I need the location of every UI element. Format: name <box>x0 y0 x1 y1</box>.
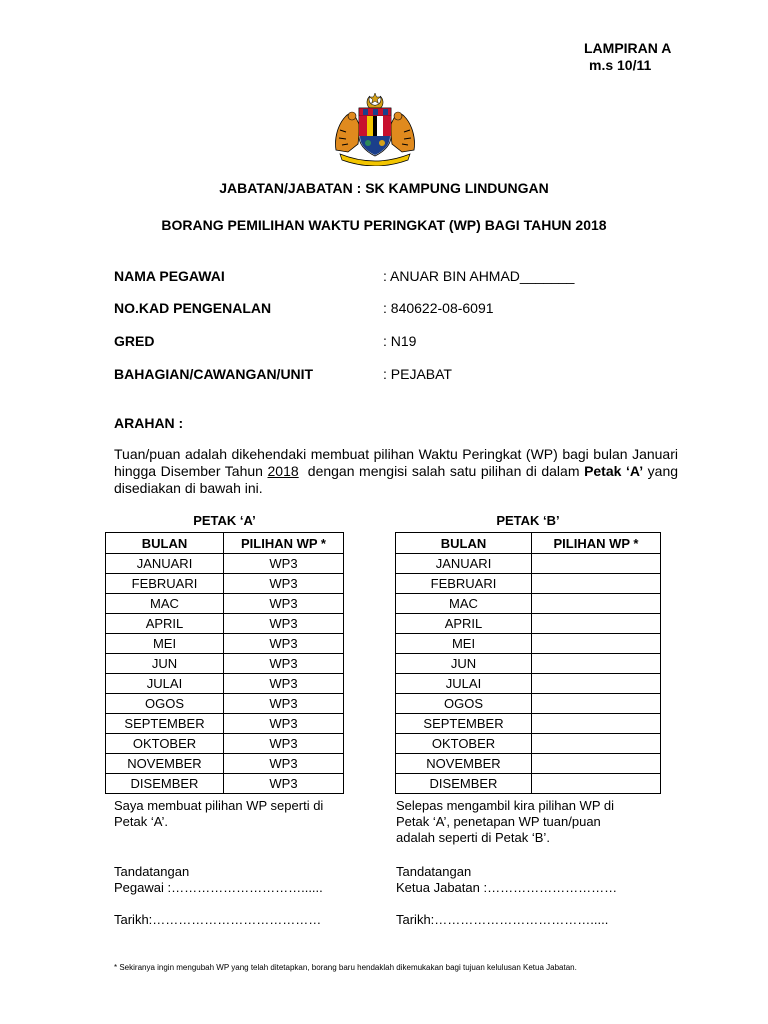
instructions-heading: ARAHAN : <box>114 415 184 431</box>
table-a-choice-cell: WP3 <box>224 754 344 774</box>
table-b-month-cell: JANUARI <box>396 554 532 574</box>
officer-signature-label: Tandatangan <box>114 864 190 879</box>
appendix-label <box>584 40 671 74</box>
table-a-row <box>106 634 344 654</box>
table-a-month-cell: JULAI <box>106 674 224 694</box>
field-value-grade: : N19 <box>383 333 417 349</box>
table-b-choice-cell[interactable] <box>532 674 661 694</box>
table-a-month-cell: NOVEMBER <box>106 754 224 774</box>
table-b-header-month: BULAN <box>396 533 532 554</box>
table-b-choice-cell[interactable] <box>532 554 661 574</box>
table-a-choice-cell: WP3 <box>224 614 344 634</box>
instructions-part-3: yang disediakan di bawah ini. <box>114 463 679 496</box>
instructions-part-2: dengan mengisi salah satu pilihan di dalam <box>307 463 580 479</box>
table-a-choice-cell: WP3 <box>224 654 344 674</box>
table-b-choice-cell[interactable] <box>532 574 661 594</box>
table-b-choice-cell[interactable] <box>532 754 661 774</box>
instructions-text <box>114 446 678 497</box>
table-b-row <box>396 694 661 714</box>
table-b-month-cell: OGOS <box>396 694 532 714</box>
table-b-month-cell: JUN <box>396 654 532 674</box>
table-b-month-cell: JULAI <box>396 674 532 694</box>
table-a-caption: PETAK ‘A’ <box>193 513 256 528</box>
table-b-choice-cell[interactable] <box>532 734 661 754</box>
table-a-row <box>106 674 344 694</box>
table-a-row <box>106 734 344 754</box>
head-signature-line: Ketua Jabatan :………………………… <box>396 880 618 895</box>
table-b-month-cell: OKTOBER <box>396 734 532 754</box>
table-b-header-row <box>396 533 661 554</box>
coat-of-arms-logo <box>330 90 420 166</box>
form-title: BORANG PEMILIHAN WAKTU PERINGKAT (WP) BAGI TAHUN 2018 <box>161 217 607 233</box>
table-a-row <box>106 714 344 734</box>
page-reference: m.s 10/11 <box>589 57 652 73</box>
table-a-row <box>106 554 344 574</box>
table-b-choice-cell[interactable] <box>532 774 661 794</box>
table-b-choice-cell[interactable] <box>532 714 661 734</box>
officer-signature-block <box>114 864 323 896</box>
table-b-row <box>396 614 661 634</box>
table-a-month-cell: OGOS <box>106 694 224 714</box>
field-label-grade: GRED <box>114 333 155 349</box>
field-value-name <box>383 268 574 284</box>
table-b-month-cell: SEPTEMBER <box>396 714 532 734</box>
table-a-choice-cell: WP3 <box>224 774 344 794</box>
table-a-row <box>106 594 344 614</box>
head-signature-block <box>396 864 617 896</box>
appendix-title: LAMPIRAN A <box>584 40 672 56</box>
table-b-row <box>396 574 661 594</box>
table-a-row <box>106 614 344 634</box>
table-b-choice-cell[interactable] <box>532 634 661 654</box>
table-a-choice-cell: WP3 <box>224 554 344 574</box>
table-a-month-cell: JUN <box>106 654 224 674</box>
field-label-unit: BAHAGIAN/CAWANGAN/UNIT <box>114 366 314 382</box>
instructions-year: 2018 <box>267 463 299 479</box>
table-a-month-cell: MAC <box>106 594 224 614</box>
table-b-choice-cell[interactable] <box>532 694 661 714</box>
officer-signature-line: Pegawai :…………………………...... <box>114 880 323 895</box>
field-label-ic: NO.KAD PENGENALAN <box>114 300 272 316</box>
table-a-choice-cell: WP3 <box>224 694 344 714</box>
table-b-month-cell: DISEMBER <box>396 774 532 794</box>
table-a-month-cell: APRIL <box>106 614 224 634</box>
table-b-header-choice: PILIHAN WP * <box>532 533 661 554</box>
table-a-row <box>106 694 344 714</box>
field-label-name: NAMA PEGAWAI <box>114 268 225 284</box>
table-b-row <box>396 674 661 694</box>
table-a-header-month: BULAN <box>106 533 224 554</box>
table-a-month-cell: JANUARI <box>106 554 224 574</box>
officer-name: : ANUAR BIN AHMAD <box>383 268 520 284</box>
table-a-month-cell: SEPTEMBER <box>106 714 224 734</box>
table-b-choice-cell[interactable] <box>532 614 661 634</box>
table-a-month-cell: FEBRUARI <box>106 574 224 594</box>
table-a-choice-cell: WP3 <box>224 574 344 594</box>
table-a-row <box>106 574 344 594</box>
field-value-ic: : 840622-08-6091 <box>383 300 494 316</box>
table-a-month-cell: DISEMBER <box>106 774 224 794</box>
table-b-row <box>396 634 661 654</box>
officer-date-line: Tarikh:………………………………… <box>114 912 322 927</box>
table-a-choice-cell: WP3 <box>224 734 344 754</box>
table-b-month-cell: NOVEMBER <box>396 754 532 774</box>
table-b-caption: PETAK ‘B’ <box>496 513 560 528</box>
name-blank-line: _______ <box>519 268 575 284</box>
department-line: JABATAN/JABATAN : SK KAMPUNG LINDUNGAN <box>219 180 549 196</box>
table-b-row <box>396 554 661 574</box>
table-a-note: Saya membuat pilihan WP seperti di Petak ‘A’. <box>114 798 324 829</box>
table-a-header-row <box>106 533 344 554</box>
table-b-month-cell: FEBRUARI <box>396 574 532 594</box>
table-a-header-choice: PILIHAN WP * <box>224 533 344 554</box>
table-b-row <box>396 714 661 734</box>
field-value-unit: : PEJABAT <box>383 366 452 382</box>
table-b-row <box>396 754 661 774</box>
table-a <box>105 532 344 794</box>
table-a-row <box>106 754 344 774</box>
table-a-month-cell: OKTOBER <box>106 734 224 754</box>
table-b <box>395 532 661 794</box>
footnote: * Sekiranya ingin mengubah WP yang telah ditetapkan, borang baru hendaklah dikemukakan bagi tujuan kelulusan Ketua Jabatan. <box>114 963 577 972</box>
table-a-row <box>106 774 344 794</box>
table-a-choice-cell: WP3 <box>224 594 344 614</box>
table-a-choice-cell: WP3 <box>224 714 344 734</box>
table-b-choice-cell[interactable] <box>532 594 661 614</box>
table-b-note: Selepas mengambil kira pilihan WP di Petak ‘A’, penetapan WP tuan/puan adalah seperti di Petak ‘B’. <box>396 798 614 845</box>
table-b-row <box>396 654 661 674</box>
table-a-month-cell: MEI <box>106 634 224 654</box>
instructions-part-1: Tuan/puan adalah dikehendaki membuat pilihan Waktu Peringkat (WP) bagi bulan Januari hingga Disember Tahun <box>114 446 678 479</box>
table-b-month-cell: APRIL <box>396 614 532 634</box>
instructions-petak-a: Petak ‘A’ <box>584 463 644 479</box>
table-b-row <box>396 594 661 614</box>
table-b-month-cell: MEI <box>396 634 532 654</box>
head-date-line: Tarikh:………………………………..... <box>396 912 609 927</box>
table-b-month-cell: MAC <box>396 594 532 614</box>
table-b-choice-cell[interactable] <box>532 654 661 674</box>
head-signature-label: Tandatangan <box>396 864 472 879</box>
table-a-row <box>106 654 344 674</box>
table-b-row <box>396 734 661 754</box>
table-a-choice-cell: WP3 <box>224 674 344 694</box>
table-b-row <box>396 774 661 794</box>
table-a-choice-cell: WP3 <box>224 634 344 654</box>
